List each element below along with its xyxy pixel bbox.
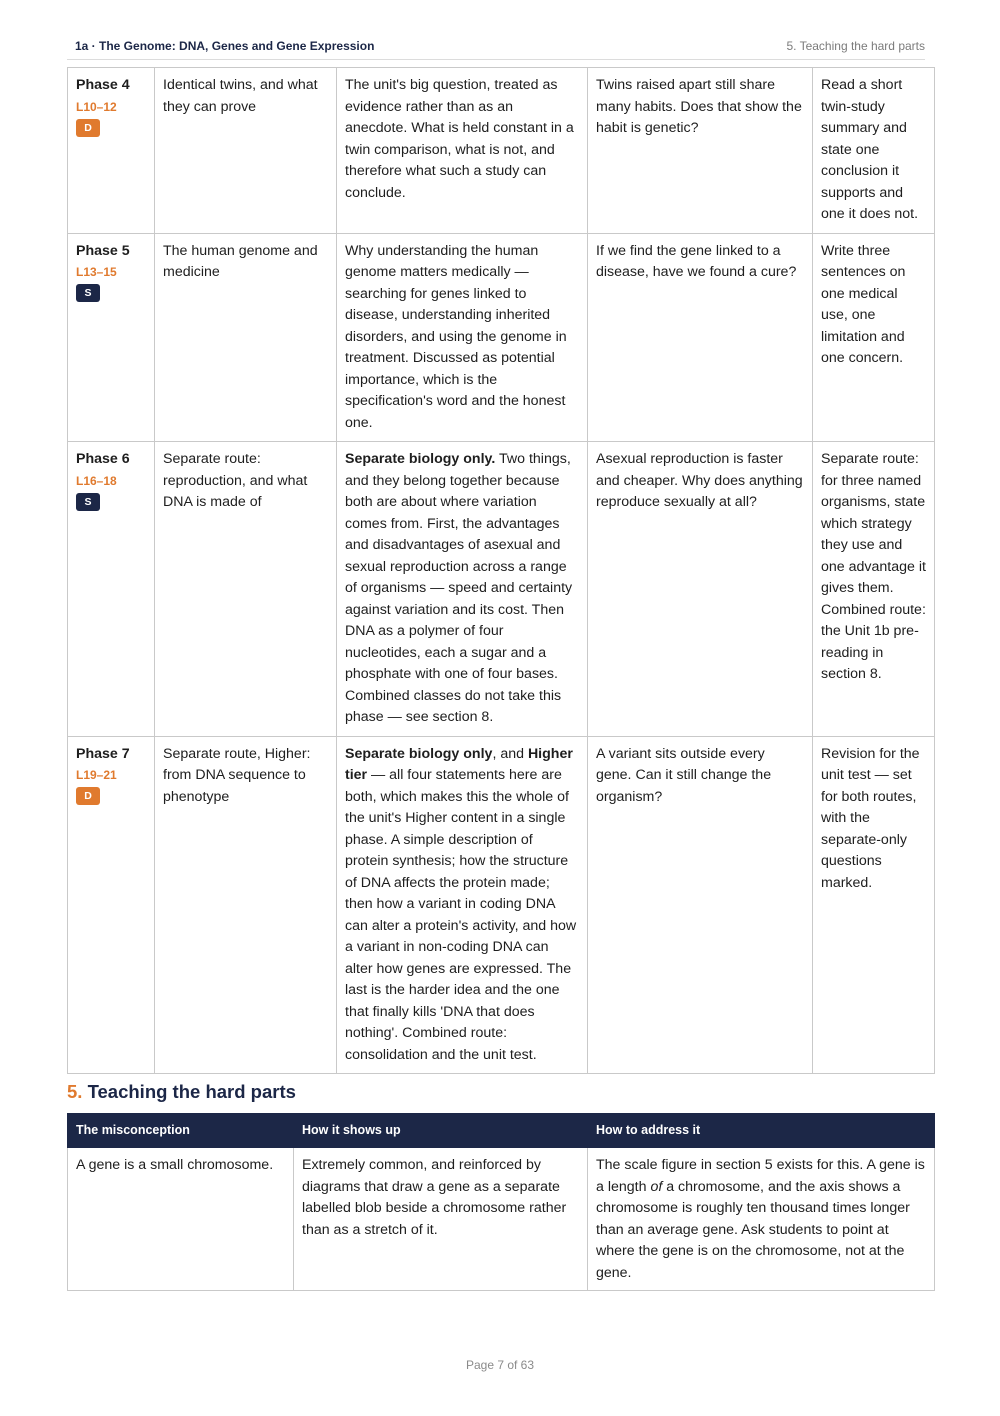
table-row	[68, 1148, 935, 1291]
section-heading	[67, 1081, 296, 1103]
page-number: Page 7 of 63	[465, 1358, 535, 1372]
content-text: The unit's big question, treated as evidence rather than as an anecdote. What is held constant in a twin comparison, what is not, and therefore what such a study can conclude.	[345, 77, 574, 201]
section-title: Teaching the hard parts	[87, 1081, 296, 1102]
content-cell	[337, 442, 588, 737]
question-cell: Twins raised apart still share many habits. Does that show the habit is genetic?	[588, 68, 813, 234]
topic-cell: Separate route, Higher: from DNA sequence to phenotype	[155, 736, 337, 1074]
phase-name: Phase 4	[76, 77, 130, 93]
topic-cell: Separate route: reproduction, and what DNA is made of	[155, 442, 337, 737]
question-cell: If we find the gene linked to a disease, have we found a cure?	[588, 233, 813, 442]
phase-cell	[68, 736, 155, 1074]
table-row	[68, 442, 935, 737]
phase-badge: S	[76, 493, 100, 511]
topic-cell: The human genome and medicine	[155, 233, 337, 442]
page-header	[67, 38, 925, 60]
lesson-range: L19–21	[76, 768, 117, 782]
misconception-cell: A gene is a small chromosome.	[68, 1148, 294, 1291]
content-cell	[337, 736, 588, 1074]
section-number: 5.	[67, 1081, 83, 1102]
phase-badge: D	[76, 119, 100, 137]
content-cell	[337, 233, 588, 442]
phase-cell	[68, 442, 155, 737]
phase-badge: D	[76, 787, 100, 805]
content-text: — all four statements here are both, which makes this the whole of the unit's Higher content in a single phase. A simple description of protein synthesis; how the structure of DNA affects the protein made; then how a variant in coding DNA can alter a protein's activity, and how a variant in non-coding DNA can alter how genes are expressed. The last is the harder idea and the one that finally kills 'DNA that does nothing'. Combined route: consolidation and the unit test.	[345, 767, 577, 1063]
task-cell: Read a short twin-study summary and state one conclusion it supports and one it does not.	[813, 68, 935, 234]
column-header: The misconception	[68, 1114, 294, 1148]
shows-up-cell: Extremely common, and reinforced by diagrams that draw a gene as a separate labelled blob beside a chromosome rather than as a stretch of it.	[294, 1148, 588, 1291]
topic-cell: Identical twins, and what they can prove	[155, 68, 337, 234]
question-cell: Asexual reproduction is faster and cheaper. Why does anything reproduce sexually at all?	[588, 442, 813, 737]
phase-name: Phase 7	[76, 745, 130, 762]
tier-label: Higher tier	[345, 745, 573, 783]
column-header: How it shows up	[294, 1114, 588, 1148]
content-text: Two things, and they belong together because both are about where variation comes from. First, the advantages and disadvantages of asexual and sexual reproduction across a range of organisms — speed and certainty against variation and its cost. Then DNA as a polymer of four nucleotides, each a sugar and a phosphate with one of four bases. Combined classes do not take this phase — see section 8.	[345, 451, 573, 725]
header-unit-title: 1a · The Genome: DNA, Genes and Gene Expression	[75, 39, 375, 53]
route-label: Separate biology only.	[345, 451, 496, 467]
route-joiner: , and	[492, 745, 528, 762]
address-emphasis: of	[650, 1178, 663, 1195]
address-text: a chromosome, and the axis shows a chromosome is roughly ten thousand times longer than an average gene. Ask students to point at where the gene is on the chromosome, not at the gene.	[596, 1178, 910, 1281]
task-cell: Revision for the unit test — set for both routes, with the separate-only questions marked.	[813, 736, 935, 1074]
lesson-range: L13–15	[76, 265, 117, 279]
misconceptions-table	[67, 1113, 935, 1291]
task-cell: Separate route: for three named organisms, state which strategy they use and one advantage it gives them. Combined route: the Unit 1b pre-reading in section 8.	[813, 442, 935, 737]
address-text: The scale figure in section 5 exists for this. A gene is a length	[596, 1157, 925, 1195]
phase-name: Phase 6	[76, 451, 130, 467]
phase-cell	[68, 233, 155, 442]
route-label: Separate biology only	[345, 745, 493, 762]
header-section-title: 5. Teaching the hard parts	[786, 39, 925, 53]
phase-name: Phase 5	[76, 242, 130, 259]
table-header-row	[68, 1114, 935, 1148]
table-row	[68, 233, 935, 442]
table-row	[68, 68, 935, 234]
task-cell: Write three sentences on one medical use, one limitation and one concern.	[813, 233, 935, 442]
column-header: How to address it	[588, 1114, 935, 1148]
phase-cell	[68, 68, 155, 234]
lesson-range: L16–18	[76, 473, 117, 488]
phase-badge: S	[76, 284, 100, 302]
content-cell	[337, 68, 588, 234]
content-text: Why understanding the human genome matters medically — searching for genes linked to disease, understanding inherited disorders, and using the genome in treatment. Discussed as potential importance, which is the specification's word and the honest one.	[345, 242, 567, 431]
lesson-range: L10–12	[76, 99, 117, 114]
table-row	[68, 736, 935, 1074]
phase-plan-table	[67, 67, 935, 1074]
question-cell: A variant sits outside every gene. Can it still change the organism?	[588, 736, 813, 1074]
address-cell	[588, 1148, 935, 1291]
